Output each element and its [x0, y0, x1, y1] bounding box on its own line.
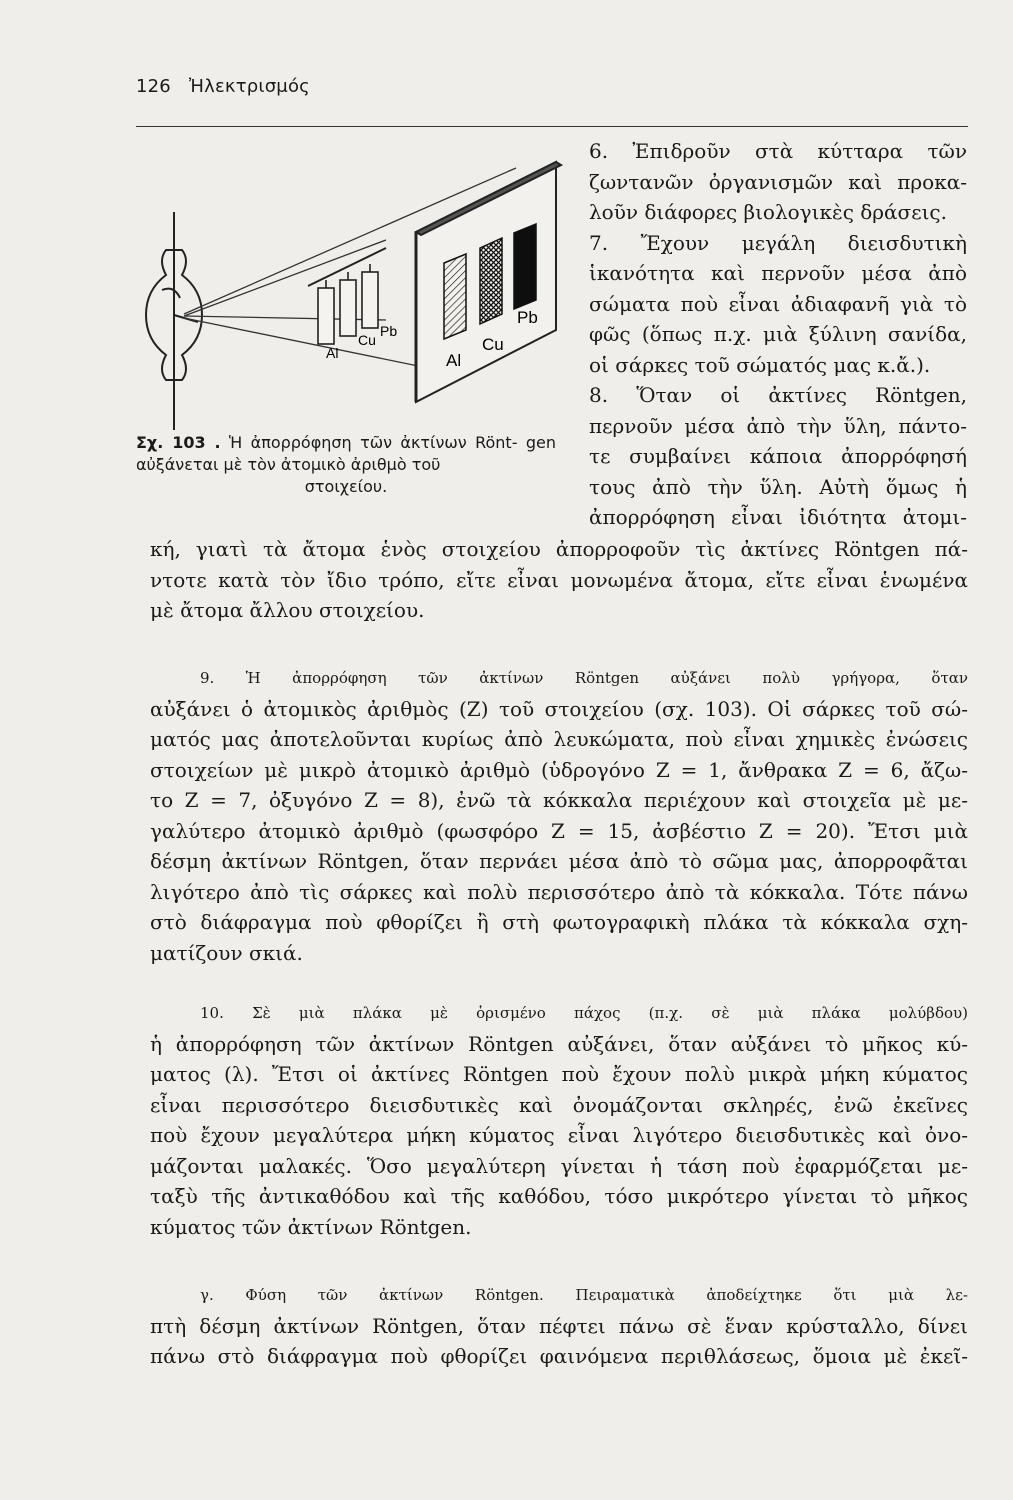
text-line: 8. Ὅταν οἱ ἀκτίνες Röntgen,: [589, 383, 967, 407]
text-line: ταξὺ τῆς ἀντικαθόδου καὶ τῆς καθόδου, τόσο μικρότερο γίνεται τὸ μῆκος: [150, 1184, 968, 1208]
section-gamma: [150, 1280, 968, 1372]
running-header: [136, 76, 310, 97]
text-line: στοιχείων μὲ μικρὸ ἀτομικὸ ἀριθμὸ (ὑδρογόνο Ζ = 1, ἄνθρακα Ζ = 6, ἄζω-: [150, 757, 968, 782]
text-line: ντοτε κατὰ τὸν ἴδιο τρόπο, εἴτε εἶναι μονωμένα ἄτομα, εἴτε εἶναι ἑνωμένα: [150, 567, 968, 592]
text-line: ματος (λ). Ἔτσι οἱ ἀκτίνες Röntgen ποὺ ἔχουν πολὺ μικρὰ μήκη κύματος: [150, 1062, 968, 1086]
xray-tube: [146, 212, 202, 430]
plate-label-al-small: Al: [326, 345, 339, 361]
figure-caption: [136, 432, 556, 498]
paragraph-8-continuation: [150, 534, 968, 626]
text-line: πτὴ δέσμη ἀκτίνων Röntgen, ὅταν πέφτει πάνω σὲ ἕναν κρύσταλλο, δίνει: [150, 1313, 968, 1338]
text-line: τους ἀπὸ τὴν ὕλη. Αὐτὴ ὅμως ἡ: [589, 474, 967, 499]
screen-label-al: Al: [446, 351, 462, 370]
text-line: αὐξάνει ὁ ἀτομικὸς ἀριθμὸς (Ζ) τοῦ στοιχείου (σχ. 103). Οἱ σάρκες τοῦ σώ-: [150, 696, 968, 721]
text-line: οἱ σάρκες τοῦ σώματός μας κ.ἄ.).: [589, 352, 931, 377]
text-line: ματός μας ἀποτελοῦνται κυρίως ἀπὸ λευκώματα, ποὺ εἶναι χημικὲς ἐνώσεις: [150, 727, 968, 751]
text-line: μάζονται μαλακές. Ὅσο μεγαλύτερη γίνεται ἡ τάση ποὺ ἐφαρμόζεται με-: [150, 1153, 968, 1178]
paragraph-10: [150, 998, 968, 1242]
header-rule: [136, 126, 968, 127]
text-line: ποὺ ἔχουν μεγαλύτερα μήκη κύματος εἶναι λιγότερο διεισδυτικὲς καὶ ὀνο-: [150, 1123, 968, 1147]
figure-103: [136, 140, 596, 440]
caption-line-1: Ἡ ἀπορρόφηση τῶν ἀκτίνων Rönt-: [228, 433, 518, 452]
text-line: 7. Ἔχουν μεγάλη διεισδυτικὴ: [589, 230, 967, 255]
caption-number: Σχ. 103 .: [136, 433, 221, 452]
text-line: φῶς (ὅπως π.χ. μιὰ ξύλινη σανίδα,: [589, 322, 967, 346]
section-title: Ἠλεκτρισμός: [188, 76, 310, 97]
text-line: τε συμβαίνει κάποια ἀπορρόφησή: [589, 444, 967, 468]
text-line: κή, γιατὶ τὰ ἄτομα ἑνὸς στοιχείου ἀπορροφοῦν τὶς ἀκτίνες Röntgen πά-: [150, 537, 968, 561]
text-line: λιγότερο ἀπὸ τὶς σάρκες καὶ πολὺ περισσότερο ἀπὸ τὰ κόκκαλα. Τότε πάνω: [150, 879, 968, 904]
text-line: γ. Φύση τῶν ἀκτίνων Röntgen. Πειραματικὰ ἀποδείχτηκε ὅτι μιὰ λε-: [200, 1286, 968, 1304]
text-line: μὲ ἄτομα ἄλλου στοιχείου.: [150, 598, 425, 622]
xray-absorption-diagram: [136, 140, 596, 440]
metal-plates: [308, 248, 386, 344]
caption-line-2: gen αὐξάνεται μὲ τὸν ἀτομικὸ ἀριθμὸ τοῦ: [136, 433, 556, 474]
text-line: ἀπορρόφηση εἶναι ἰδιότητα ἀτομι-: [589, 505, 967, 529]
text-line: το Ζ = 7, ὀξυγόνο Ζ = 8), ἐνῶ τὰ κόκκαλα περιέχουν καὶ στοιχεῖα μὲ με-: [150, 788, 968, 812]
text-line: γαλύτερο ἀτομικὸ ἀριθμὸ (φωσφόρο Ζ = 15, ἀσβέστιο Ζ = 20). Ἔτσι μιὰ: [150, 818, 968, 843]
plate-label-cu-small: Cu: [358, 332, 376, 348]
text-line: περνοῦν μέσα ἀπὸ τὴν ὕλη, πάντο-: [589, 413, 967, 438]
text-line: 9. Ἡ ἀπορρόφηση τῶν ἀκτίνων Röntgen αὐξάνει πολὺ γρήγορα, ὅταν: [200, 669, 968, 687]
text-line: 6. Ἐπιδροῦν στὰ κύτταρα τῶν: [589, 139, 967, 163]
text-line: 10. Σὲ μιὰ πλάκα μὲ ὁρισμένο πάχος (π.χ. σὲ μιὰ πλάκα μολύβδου): [200, 1004, 968, 1022]
text-line: ματίζουν σκιά.: [150, 940, 303, 965]
text-line: ἡ ἀπορρόφηση τῶν ἀκτίνων Röntgen αὐξάνει, ὅταν αὐξάνει τὸ μῆκος κύ-: [150, 1031, 968, 1056]
plate-label-pb-small: Pb: [380, 323, 398, 339]
text-line: δέσμη ἀκτίνων Röntgen, ὅταν περνάει μέσα ἀπὸ τὸ σῶμα μας, ἀπορροφᾶται: [150, 849, 968, 873]
text-line: κύματος τῶν ἀκτίνων Röntgen.: [150, 1214, 472, 1239]
screen-label-pb: Pb: [517, 308, 538, 327]
text-line: εἶναι περισσότερο διεισδυτικὲς καὶ ὀνομάζονται σκληρές, ἐνῶ ἐκεῖνες: [150, 1092, 968, 1117]
paragraph-9: [150, 663, 968, 968]
text-line: πάνω στὸ διάφραγμα ποὺ φθορίζει φαινόμενα περιθλάσεως, ὅμοια μὲ ἐκεῖ-: [150, 1344, 968, 1368]
text-line: σώματα ποὺ εἶναι ἀδιαφανῆ γιὰ τὸ: [589, 291, 967, 316]
text-line: στὸ διάφραγμα ποὺ φθορίζει ἢ στὴ φωτογραφικὴ πλάκα τὰ κόκκαλα σχη-: [150, 910, 968, 934]
right-column-text: [589, 136, 967, 533]
text-line: ἱκανότητα καὶ περνοῦν μέσα ἀπὸ: [589, 261, 967, 285]
text-line: ζωντανῶν ὀργανισμῶν καὶ προκα-: [589, 169, 967, 194]
text-line: λοῦν διάφορες βιολογικὲς δράσεις.: [589, 200, 947, 224]
caption-line-3: στοιχείου.: [304, 477, 388, 496]
page-number: 126: [136, 76, 171, 97]
screen-label-cu: Cu: [482, 335, 504, 354]
